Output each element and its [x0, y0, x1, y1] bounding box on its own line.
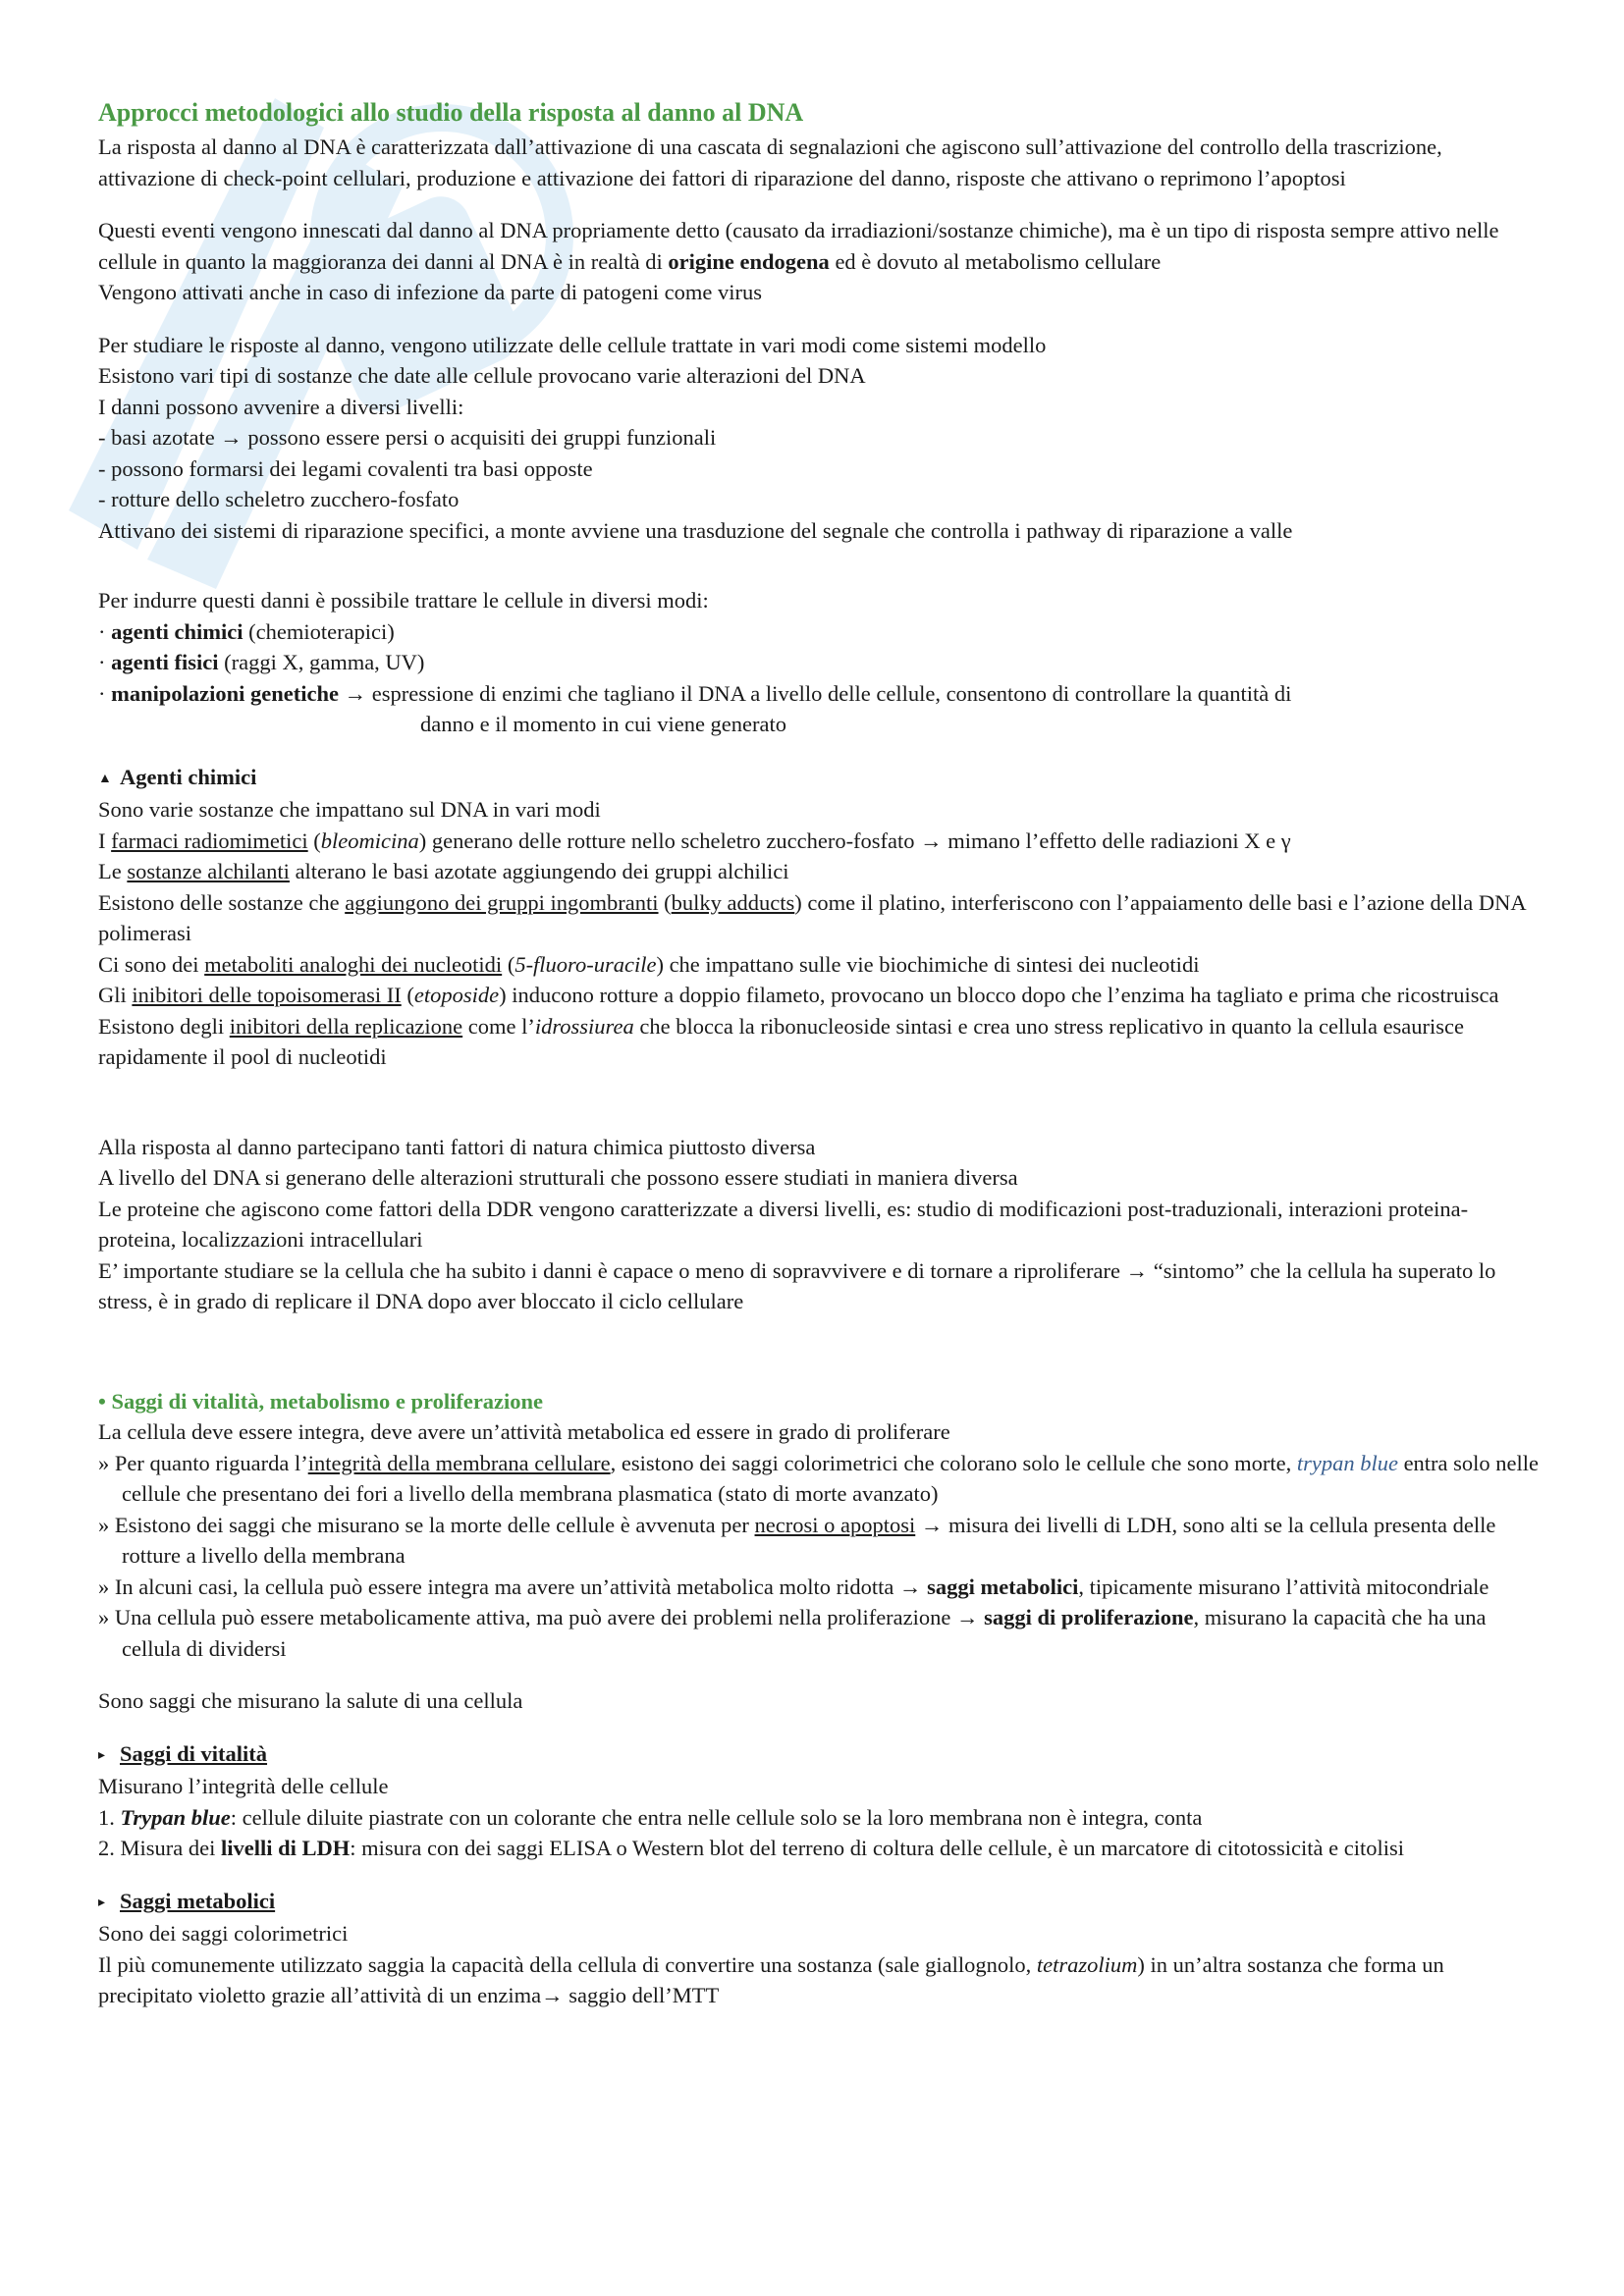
- factors-line-1: Alla risposta al danno partecipano tanti fattori di natura chimica piuttosto diversa: [98, 1134, 816, 1159]
- play-marker-icon: ▸: [98, 1747, 106, 1763]
- trypan-blue-text: trypan blue: [1296, 1450, 1398, 1475]
- vitalita-heading: ▸ Saggi di vitalità: [98, 1738, 1542, 1772]
- induce-intro: Per indurre questi danni è possibile trattare le cellule in diversi modi:: [98, 588, 709, 613]
- chem-line-4: Esistono delle sostanze che aggiungono dei gruppi ingombranti (bulky adducts) come il platino, interferiscono con l’appaiamento delle basi e l’azione della DNA polimerasi: [98, 889, 1526, 945]
- chem-line-5: Ci sono dei metaboliti analoghi dei nucleotidi (5-fluoro-uracile) che impattano sulle vie biochimiche di sintesi dei nucleotidi: [98, 951, 1200, 977]
- saggi-heading: • Saggi di vitalità, metabolismo e proliferazione: [98, 1388, 544, 1414]
- arrow-bullet-icon: »: [98, 1512, 110, 1537]
- induce-bullet-genetic-continuation: danno e il momento in cui viene generato: [420, 712, 787, 736]
- damage-line-7: Attivano dei sistemi di riparazione specifici, a monte avviene una trasduzione del segnale che controlla i pathway di riparazione a valle: [98, 517, 1293, 543]
- saggi-item-4: » Una cellula può essere metabolicamente attiva, ma può avere dei problemi nella proliferazione → saggi di proliferazione, misurano la capacità che ha una cellula di dividersi: [98, 1605, 1487, 1661]
- damage-line-6: - rotture dello scheletro zucchero-fosfato: [98, 487, 460, 511]
- chem-line-1: Sono varie sostanze che impattano sul DNA in vari modi: [98, 797, 601, 822]
- chem-line-3: Le sostanze alchilanti alterano le basi azotate aggiungendo dei gruppi alchilici: [98, 859, 789, 883]
- damage-line-4: - basi azotate → possono essere persi o acquisiti dei gruppi funzionali: [98, 425, 717, 450]
- saggi-intro: La cellula deve essere integra, deve avere un’attività metabolica ed essere in grado di proliferare: [98, 1419, 950, 1444]
- saggi-summary: Sono saggi che misurano la salute di una cellula: [98, 1688, 523, 1713]
- chem-line-6: Gli inibitori delle topoisomerasi II (etoposide) inducono rotture a doppio filameto, provocano un blocco dopo che l’enzima ha tagliato e prima che ricostruisca: [98, 983, 1499, 1007]
- damage-line-2: Esistono vari tipi di sostanze che date alle cellule provocano varie alterazioni del DNA: [98, 363, 866, 388]
- damage-line-5: - possono formarsi dei legami covalenti tra basi opposte: [98, 455, 593, 481]
- document-page: [98, 96, 1542, 2011]
- intro-paragraph-1: La risposta al danno al DNA è caratterizzata dall’attivazione di una cascata di segnalazioni che agiscono sull’attivazione del controllo della trascrizione, attivazione di check-point cellulari, produzione e attivazione dei fattori di riparazione del danno, risposte che attivano o reprimono l’apoptosi: [98, 134, 1442, 190]
- vitalita-item-1: 1. Trypan blue: cellule diluite piastrate con un colorante che entra nelle cellule solo se la loro membrana non è integra, conta: [98, 1804, 1203, 1830]
- factors-line-2: A livello del DNA si generano delle alterazioni strutturali che possono essere studiati in maniera diversa: [98, 1165, 1018, 1190]
- induce-bullet-chemical: · agenti chimici (chemioterapici): [98, 618, 395, 644]
- intro-paragraph-3: Vengono attivati anche in caso di infezione da parte di patogeni come virus: [98, 280, 763, 304]
- arrow-bullet-icon: »: [98, 1574, 110, 1599]
- page-title: Approcci metodologici allo studio della risposta al danno al DNA: [98, 98, 804, 127]
- chem-line-7: Esistono degli inibitori della replicazione come l’idrossiurea che blocca la ribonucleoside sintasi e crea uno stress replicativo in quanto la cellula esaurisce rapidamente il pool di nucleotidi: [98, 1013, 1465, 1069]
- saggi-item-1: » Per quanto riguarda l’integrità della membrana cellulare, esistono dei saggi colorimetrici che colorano solo le cellule che sono morte, trypan blue entra solo nelle cellule che presentano dei fori a livello della membrana plasmatica (stato di morte avanzato): [98, 1450, 1540, 1506]
- saggi-item-3: » In alcuni casi, la cellula può essere integra ma avere un’attività metabolica molto ridotta → saggi metabolici, tipicamente misurano l’attività mitocondriale: [98, 1574, 1489, 1599]
- arrow-bullet-icon: »: [98, 1450, 110, 1475]
- metabolici-line-1: Il più comunemente utilizzato saggia la capacità della cellula di convertire una sostanza (sale giallognolo, tetrazolium) in un’altra sostanza che forma un precipitato violetto grazie all’attività di un enzima→ saggio dell’MTT: [98, 1951, 1444, 2007]
- chem-line-2: I farmaci radiomimetici (bleomicina) generano delle rotture nello scheletro zucchero-fosfato → mimano l’effetto delle radiazioni X e γ: [98, 828, 1291, 853]
- induce-bullet-genetic: · manipolazioni genetiche → espressione di enzimi che tagliano il DNA a livello delle cellule, consentono di controllare la quantità di: [98, 680, 1292, 706]
- induce-bullet-physical: · agenti fisici (raggi X, gamma, UV): [98, 650, 425, 674]
- saggi-item-2: » Esistono dei saggi che misurano se la morte delle cellule è avvenuta per necrosi o apoptosi → misura dei livelli di LDH, sono alti se la cellula presenta delle rotture a livello della membrana: [98, 1512, 1496, 1568]
- damage-line-3: I danni possono avvenire a diversi livelli:: [98, 394, 464, 419]
- intro-paragraph-2: Questi eventi vengono innescati dal danno al DNA propriamente detto (causato da irradiazioni/sostanze chimiche), ma è un tipo di risposta sempre attivo nelle cellule in quanto la maggioranza dei danni al DNA è in realtà di origine endogena ed è dovuto al metabolismo cellulare: [98, 218, 1499, 274]
- damage-line-1: Per studiare le risposte al danno, vengono utilizzate delle cellule trattate in vari modi come sistemi modello: [98, 332, 1047, 357]
- factors-line-4: E’ importante studiare se la cellula che ha subito i danni è capace o meno di sopravvivere e di tornare a riproliferare → “sintomo” che la cellula ha superato lo stress, è in grado di replicare il DNA dopo aver bloccato il ciclo cellulare: [98, 1257, 1496, 1313]
- metabolici-heading: ▸ Saggi metabolici: [98, 1886, 1542, 1919]
- factors-line-3: Le proteine che agiscono come fattori della DDR vengono caratterizzate a diversi livelli, es: studio di modificazioni post-traduzionali, interazioni proteina-proteina, localizzazioni intracellulari: [98, 1196, 1469, 1252]
- arrow-bullet-icon: »: [98, 1605, 110, 1629]
- vitalita-item-2: 2. Misura dei livelli di LDH: misura con dei saggi ELISA o Western blot del terreno di coltura delle cellule, è un marcatore di citotossicità e citolisi: [98, 1836, 1404, 1860]
- origine-endogena-bold: origine endogena: [668, 248, 830, 274]
- chem-heading: ▲ Agenti chimici: [98, 762, 1542, 795]
- vitalita-intro: Misurano l’integrità delle cellule: [98, 1774, 389, 1798]
- play-marker-icon: ▸: [98, 1895, 106, 1910]
- metabolici-intro: Sono dei saggi colorimetrici: [98, 1921, 349, 1946]
- triangle-marker-icon: ▲: [98, 771, 112, 786]
